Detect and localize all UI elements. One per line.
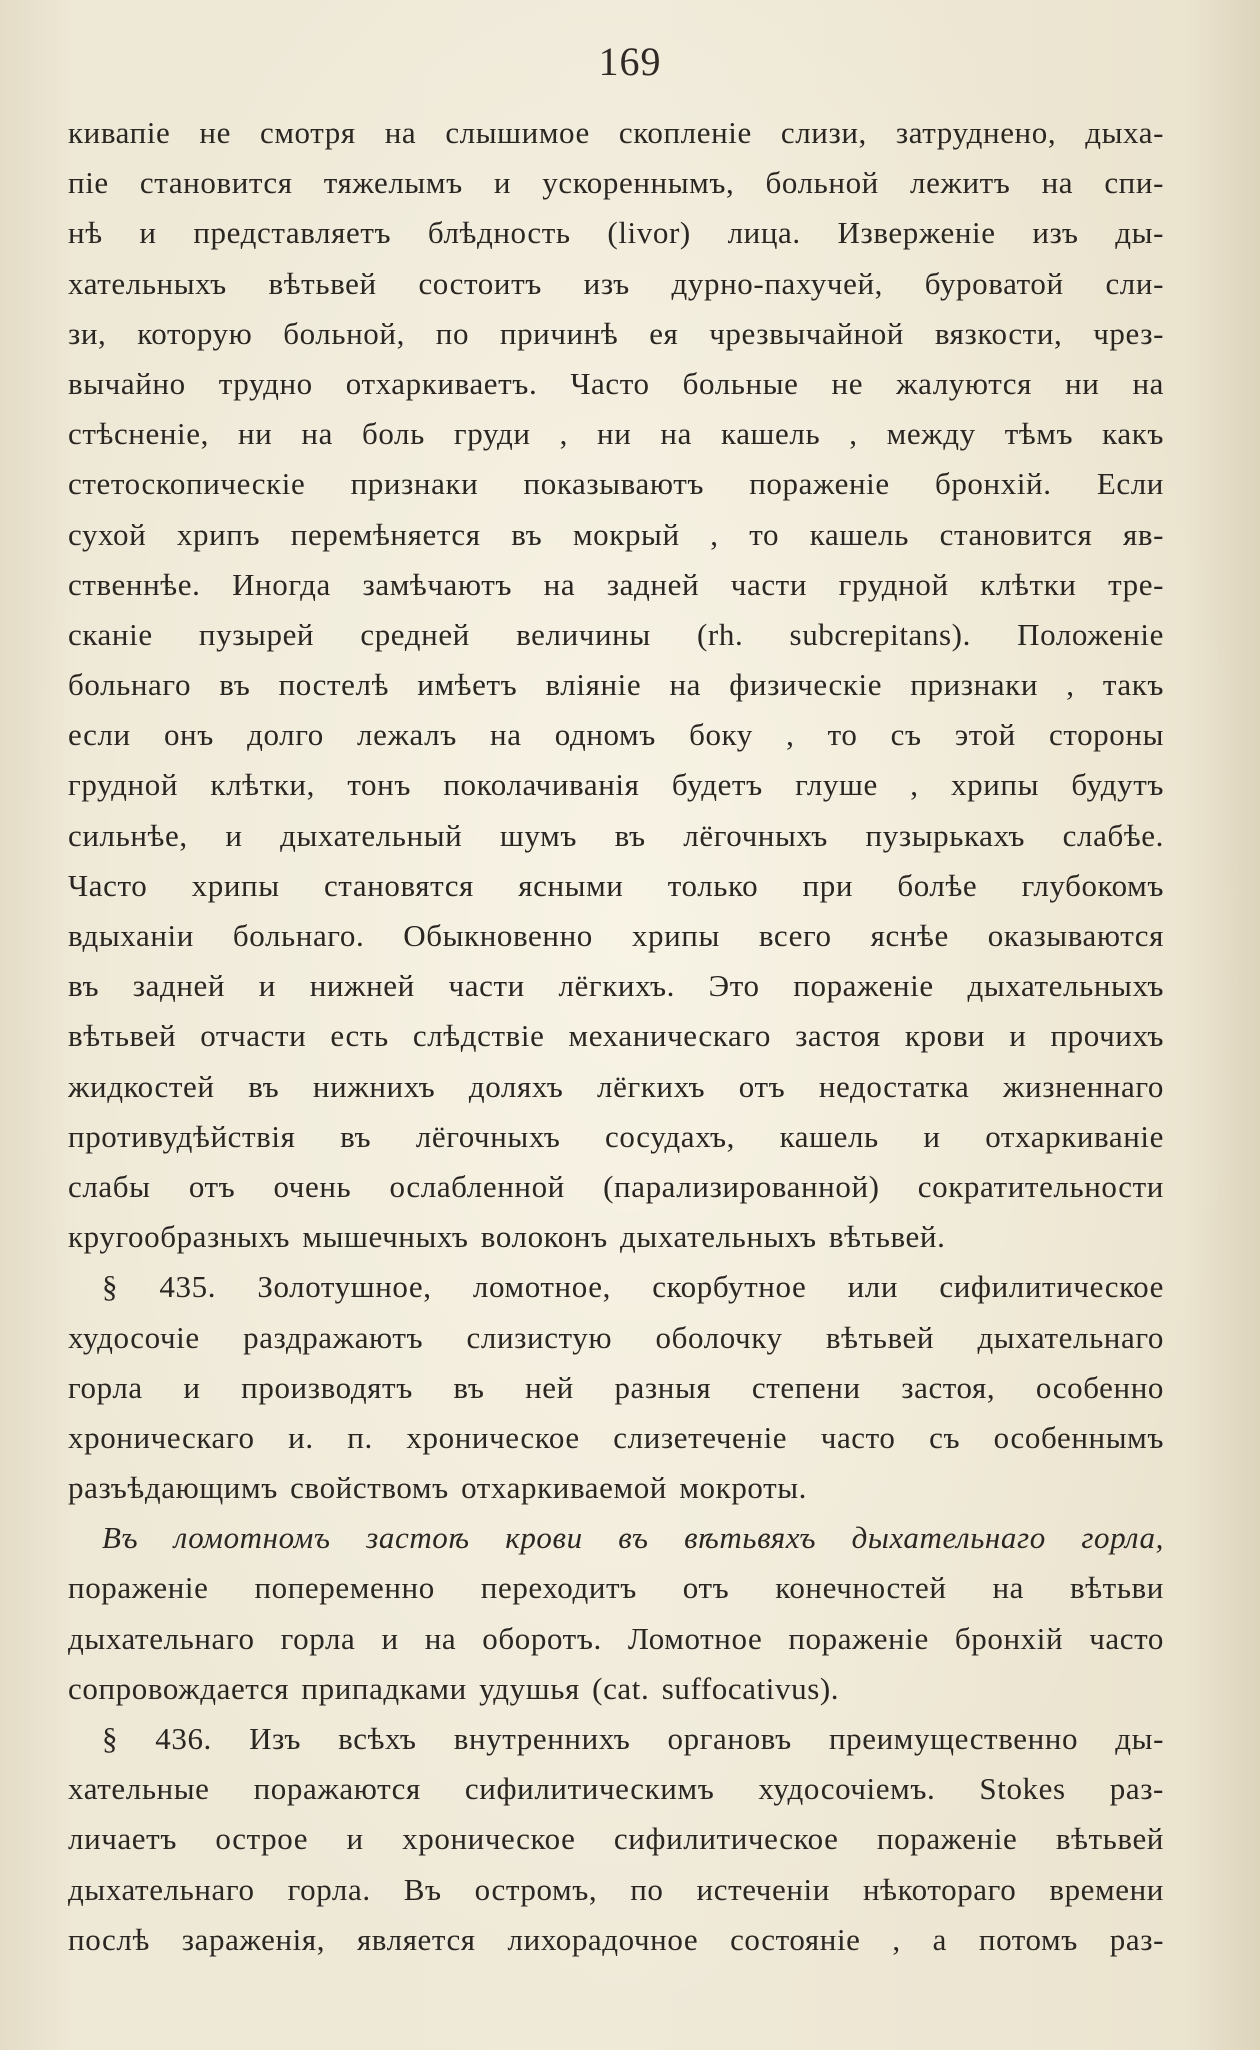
text-line: дыхательнаго горла и на оборотъ. Ломотное пораженіе бронхій часто xyxy=(68,1620,1164,1656)
text-line: вѣтьвей отчасти есть слѣдствіе механическаго застоя крови и прочихъ xyxy=(68,1018,1164,1054)
text-line: нѣ и представляетъ блѣдность (livor) лица. Изверженіе изъ ды- xyxy=(68,215,1164,251)
text-line: послѣ зараженія, является лихорадочное состояніе , а потомъ раз- xyxy=(68,1921,1164,1957)
text-line: вдыханіи больнаго. Обыкновенно хрипы всего яснѣе оказываются xyxy=(68,918,1164,953)
text-line: жидкостей въ нижнихъ доляхъ лёгкихъ отъ недостатка жизненнаго xyxy=(68,1068,1164,1104)
text-line: хательныхъ вѣтьвей состоитъ изъ дурно-пахучей, буроватой сли- xyxy=(68,265,1164,301)
text-line: сопровождается припадками удушья (cat. suffocativus). xyxy=(68,1670,840,1706)
text-line: пораженіе попеременно переходитъ отъ конечностей на вѣтьви xyxy=(68,1570,1164,1606)
text-line: больнаго въ постелѣ имѣетъ вліяніе на физическіе признаки , такъ xyxy=(68,667,1164,703)
text-line: § 436. Изъ всѣхъ внутреннихъ органовъ преимущественно ды- xyxy=(102,1721,1164,1756)
text-line: хательные поражаются сифилитическимъ худосочіемъ. Stokes раз- xyxy=(68,1771,1164,1807)
text-line: слабы отъ очень ослабленной (парализированной) сократительности xyxy=(68,1168,1164,1204)
text-line: худосочіе раздражаютъ слизистую оболочку вѣтьвей дыхательнаго xyxy=(68,1319,1164,1355)
text-line: въ задней и нижней части лёгкихъ. Это пораженіе дыхательныхъ xyxy=(68,968,1164,1004)
text-line: противудѣйствія въ лёгочныхъ сосудахъ, кашель и отхаркиваніе xyxy=(68,1118,1164,1154)
text-line: грудной клѣтки, тонъ поколачиванія будетъ глуше , хрипы будутъ xyxy=(68,767,1164,803)
page-number: 169 xyxy=(598,39,662,84)
text-line: Часто хрипы становятся ясными только при болѣе глубокомъ xyxy=(68,867,1164,903)
text-line: если онъ долго лежалъ на одномъ боку , то съ этой стороны xyxy=(68,717,1164,753)
text-line: стетоскопическіе признаки показываютъ пораженіе бронхій. Если xyxy=(68,466,1164,502)
text-line: разъѣдающимъ свойствомъ отхаркиваемой мокроты. xyxy=(68,1470,808,1506)
text-line: § 435. Золотушное, ломотное, скорбутное или сифилитическое xyxy=(102,1269,1164,1305)
text-line: горла и производятъ въ ней разныя степени застоя, особенно xyxy=(68,1369,1164,1405)
text-line: хроническаго и. п. хроническое слизетеченіе часто съ особеннымъ xyxy=(68,1419,1164,1455)
text-line: дыхательнаго горла. Въ остромъ, по истеченіи нѣкотораго времени xyxy=(68,1871,1164,1907)
text-line: сильнѣе, и дыхательный шумъ въ лёгочныхъ пузырькахъ слабѣе. xyxy=(68,817,1164,853)
text-line: сканіе пузырей средней величины (rh. subcrepitans). Положеніе xyxy=(68,616,1164,652)
text-line: стѣсненіе, ни на боль груди , ни на кашель , между тѣмъ какъ xyxy=(68,416,1164,452)
body-text xyxy=(68,108,1164,1965)
text-line: сухой хрипъ перемѣняется въ мокрый , то кашель становится яв- xyxy=(68,516,1164,552)
text-line: ственнѣе. Иногда замѣчаютъ на задней части грудной клѣтки тре- xyxy=(68,566,1164,602)
text-line: піе становится тяжелымъ и ускореннымъ, больной лежитъ на спи- xyxy=(68,165,1164,201)
text-line: вычайно трудно отхаркиваетъ. Часто больные не жалуются ни на xyxy=(68,365,1164,401)
text-line: кивапіе не смотря на слышимое скопленіе слизи, затруднено, дыха- xyxy=(68,115,1164,150)
text-line: кругообразныхъ мышечныхъ волоконъ дыхательныхъ вѣтьвей. xyxy=(68,1219,946,1255)
text-line: зи, которую больной, по причинѣ ея чрезвычайной вязкости, чрез- xyxy=(68,315,1164,351)
text-line: Въ ломотномъ застоѣ крови въ вѣтьвяхъ дыхательнаго горла, xyxy=(102,1520,1164,1556)
text-line: личаетъ острое и хроническое сифилитическое пораженіе вѣтьвей xyxy=(68,1821,1164,1857)
